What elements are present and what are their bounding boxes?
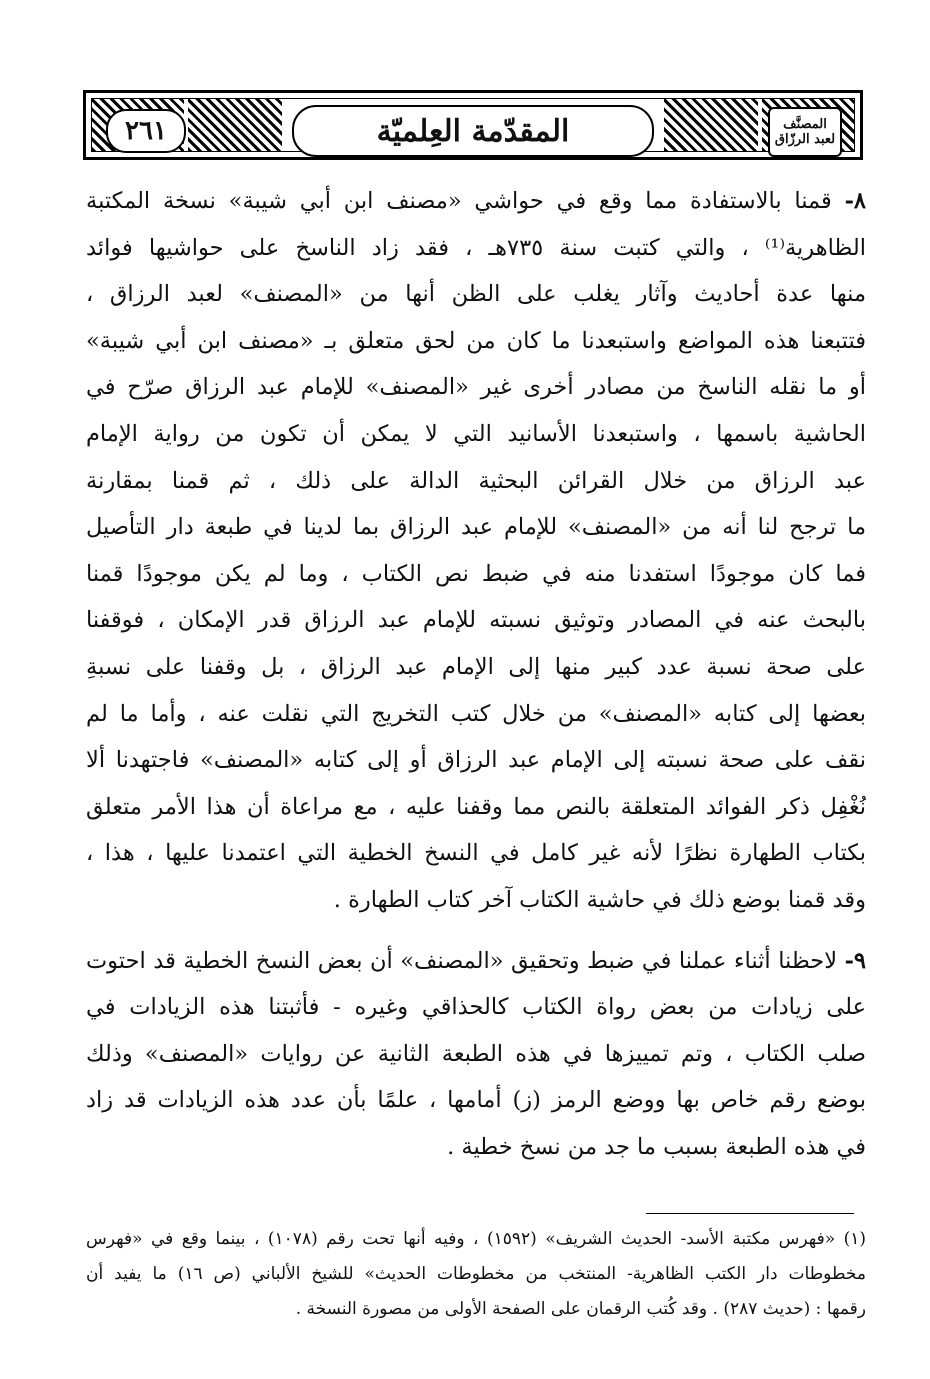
footnote-separator bbox=[646, 1213, 854, 1214]
text-line: بوضع رقم خاص بها ووضع الرمز (ز) أمامها ، علمًا بأن عدد هذه الزيادات قد زاد bbox=[86, 1087, 866, 1114]
text-line: فما كان موجودًا استفدنا منه في ضبط نص الكتاب ، وما لم يكن موجودًا قمنا bbox=[86, 560, 866, 587]
text-line: في هذه الطبعة بسبب ما جد من نسخ خطية . bbox=[447, 1133, 866, 1160]
paragraph-number: ٩- bbox=[844, 947, 866, 974]
text-line: عبد الرزاق من خلال القرائن البحثية الدالة على ذلك ، ثم قمنا بمقارنة bbox=[86, 467, 866, 494]
text-line: وقد قمنا بوضع ذلك في حاشية الكتاب آخر كتاب الطهارة . bbox=[333, 886, 866, 913]
page-number: ٢٦١ bbox=[106, 109, 186, 153]
footnotes bbox=[86, 1222, 866, 1327]
text-line: بكتاب الطهارة نظرًا لأنه غير كامل في النسخ الخطية التي اعتمدنا عليها ، هذا ، bbox=[86, 840, 866, 867]
text-line: بعضها إلى كتابه «المصنف» من خلال كتب التخريج التي نقلت عنه ، وأما ما لم bbox=[86, 700, 866, 727]
book-logo bbox=[768, 107, 842, 157]
logo-line-1: المصنَّف bbox=[783, 117, 827, 132]
text-line: الظاهرية⁽¹⁾ ، والتي كتبت سنة ٧٣٥هـ ، فقد زاد الناسخ على حواشيها فوائد bbox=[86, 234, 866, 261]
text-line: نُغْفِل ذكر الفوائد المتعلقة بالنص مما وقفنا عليه ، مع مراعاة أن هذا الأمر متعلق bbox=[86, 793, 866, 820]
text-line: صلب الكتاب ، وتم تمييزها في هذه الطبعة الثانية عن روايات «المصنف» وذلك bbox=[86, 1040, 866, 1067]
paragraph-9 bbox=[86, 938, 866, 1171]
text-line: على زيادات من بعض رواة الكتاب كالحذاقي وغيره - فأثبتنا هذه الزيادات في bbox=[86, 994, 866, 1021]
header-ornament-mid-right bbox=[664, 99, 758, 151]
text-line: فتتبعنا هذه المواضع واستبعدنا ما كان من لحق متعلق بـ «مصنف ابن أبي شيبة» bbox=[86, 327, 866, 354]
text-line: الحاشية باسمها ، واستبعدنا الأسانيد التي لا يمكن أن تكون من رواية الإمام bbox=[86, 420, 866, 447]
paragraph-number: ٨- bbox=[844, 188, 866, 214]
footnote-line: رقمها : (حديث ٢٨٧) . وقد كُتب الرقمان على الصفحة الأولى من مصورة النسخة . bbox=[295, 1299, 866, 1319]
page-title: المقدّمة العِلميّة bbox=[292, 105, 654, 157]
text-line: ما ترجح لنا أنه من «المصنف» للإمام عبد الرزاق بما لدينا في طبعة دار التأصيل bbox=[86, 514, 866, 541]
body-text bbox=[86, 178, 866, 1170]
text-line: ٩- لاحظنا أثناء عملنا في ضبط وتحقيق «المصنف» أن بعض النسخ الخطية قد احتوت bbox=[86, 947, 866, 974]
paragraph-8 bbox=[86, 178, 866, 924]
logo-line-2: لعبد الرزّاق bbox=[774, 132, 836, 147]
page-header bbox=[83, 90, 863, 160]
text-line: بالبحث عنه في المصادر وتوثيق نسبته للإمام عبد الرزاق قدر الإمكان ، فوقفنا bbox=[86, 607, 866, 634]
text-line: أو ما نقله الناسخ من مصادر أخرى غير «المصنف» للإمام عبد الرزاق صرّح في bbox=[86, 374, 866, 401]
header-ornament-mid-left bbox=[188, 99, 282, 151]
footnote-line: (١) «فهرس مكتبة الأسد- الحديث الشريف» (١٥٩٢) ، وفيه أنها تحت رقم (١٠٧٨) ، بينما وقع في «فهرس bbox=[86, 1229, 866, 1249]
text-line: نقف على صحة نسبته إلى الإمام عبد الرزاق أو إلى كتابه «المصنف» فاجتهدنا ألا bbox=[86, 747, 866, 774]
header-inner-frame bbox=[91, 98, 855, 152]
text-line: منها عدة أحاديث وآثار يغلب على الظن أنها من «المصنف» لعبد الرزاق ، bbox=[86, 281, 866, 308]
text-line: على صحة نسبة عدد كبير منها إلى الإمام عبد الرزاق ، بل وقفنا على نسبةِ bbox=[86, 653, 866, 680]
footnote-line: مخطوطات دار الكتب الظاهرية- المنتخب من مخطوطات الحديث» للشيخ الألباني (ص ١٦) ما يفيد أن bbox=[86, 1264, 866, 1284]
text-line: ٨- قمنا بالاستفادة مما وقع في حواشي «مصنف ابن أبي شيبة» نسخة المكتبة bbox=[86, 188, 866, 214]
